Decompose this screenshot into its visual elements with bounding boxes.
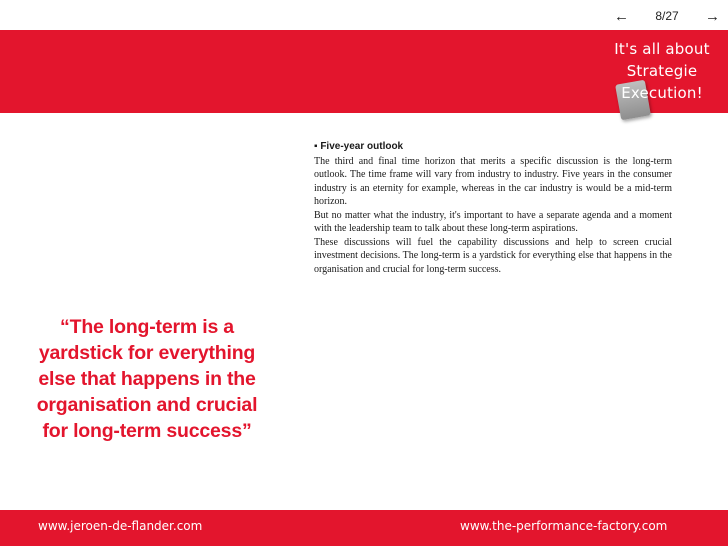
quote-text: The long-term is a yardstick for everything else that happens in the organisation and crucial for long-term success [36, 316, 258, 442]
page-indicator: 8/27 [655, 9, 679, 23]
footer-link-jeroen-de-flander[interactable]: www.jeroen-de-flander.com [38, 519, 203, 533]
pull-quote [30, 314, 264, 444]
next-page-arrow-icon[interactable]: → [704, 7, 720, 25]
footer-link-performance-factory[interactable]: www.the-performance-factory.com [460, 519, 668, 533]
banner-title-line-1: It's all about [614, 40, 710, 58]
section-heading: ▪ Five-year outlook [314, 141, 404, 152]
banner-title-line-3: Execution! [621, 84, 703, 102]
banner-title-line-2: Strategie [626, 62, 698, 80]
quote-open-mark: “ [60, 316, 70, 338]
page-navigation [614, 6, 720, 26]
article-body [314, 140, 672, 276]
banner-title [604, 38, 720, 104]
paragraph-2: But no matter what the industry, it's important to have a separate agenda and a moment with the leadership team to talk about these long-term aspirations. [314, 209, 672, 234]
prev-page-arrow-icon[interactable]: ← [614, 7, 629, 25]
paragraph-1: The third and final time horizon that merits a specific discussion is the long-term outlook. The time frame will vary from industry to industry. Five years in the consumer industry is an eternity for example, whereas in the car industry is would be a mid-term horizon. [314, 155, 672, 207]
paragraph-3: These discussions will fuel the capability discussions and help to screen crucial investment decisions. The long-term is a yardstick for everything else that happens in the organisation and crucial for long-term success. [314, 236, 672, 275]
quote-close-mark: ” [241, 420, 252, 442]
